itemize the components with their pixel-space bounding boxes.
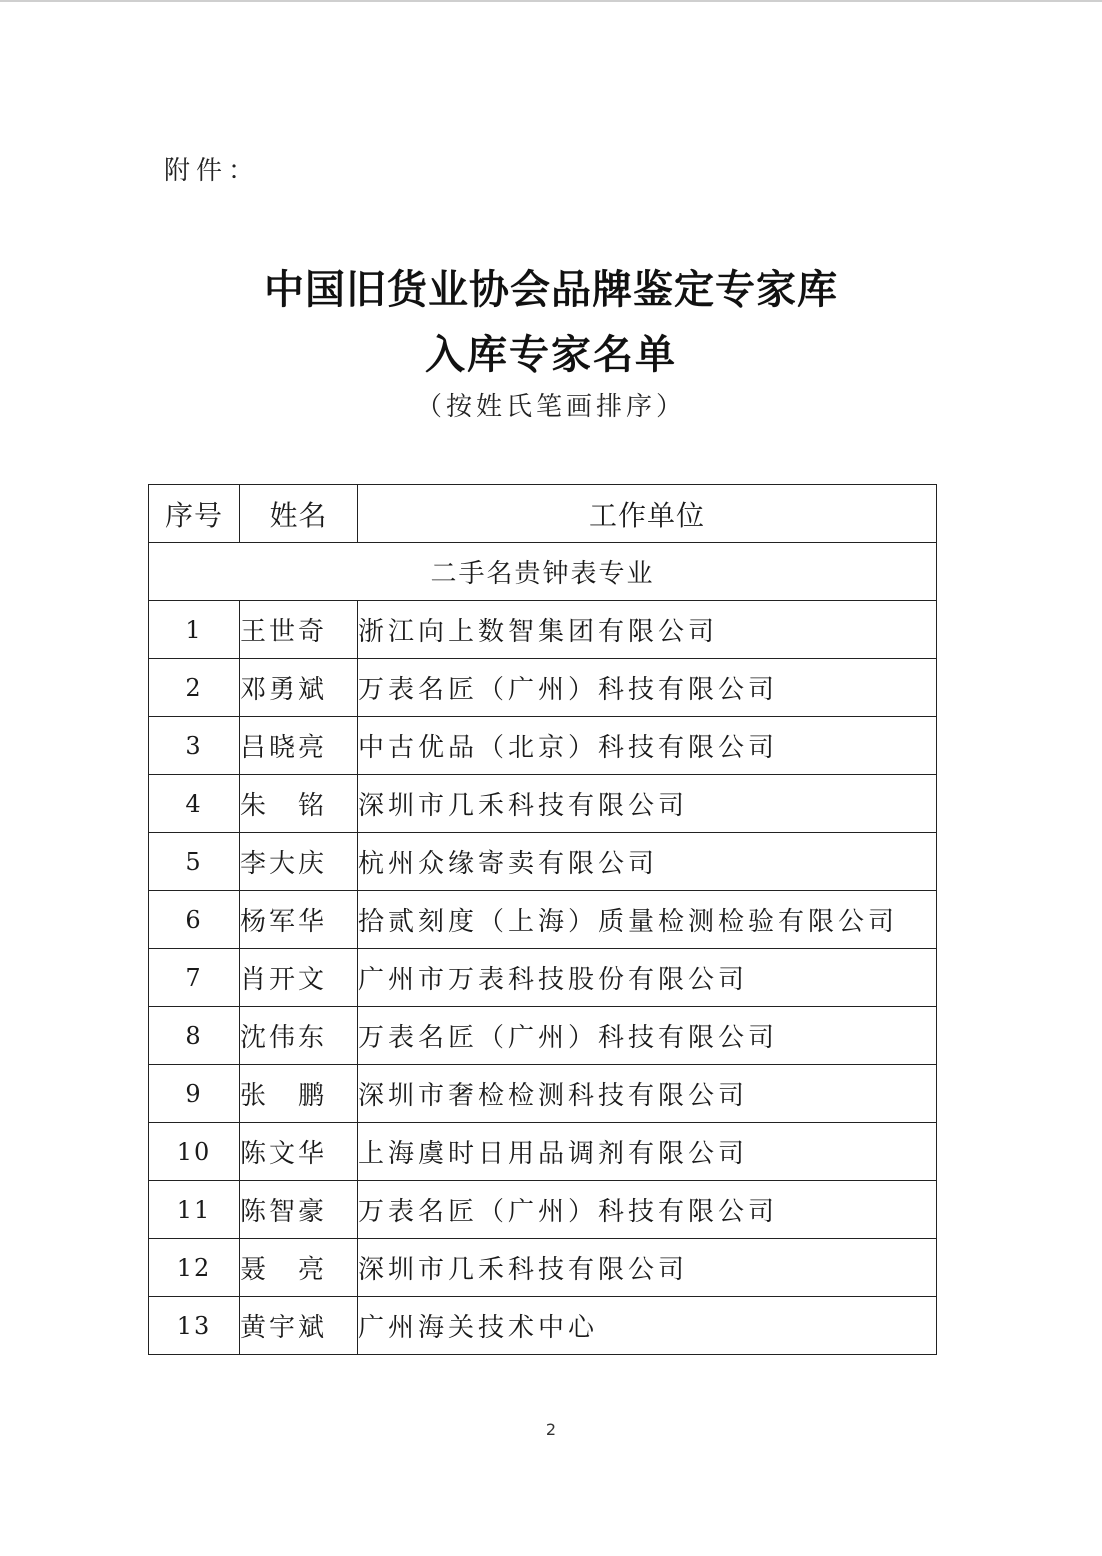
expert-workplace: 广州海关技术中心: [358, 1297, 937, 1355]
row-number: 4: [149, 775, 240, 833]
row-number: 7: [149, 949, 240, 1007]
table-row: [149, 1297, 937, 1355]
table-row: [149, 1239, 937, 1297]
expert-workplace: 万表名匠（广州）科技有限公司: [358, 659, 937, 717]
header-serial-number: 序号: [149, 485, 240, 543]
expert-workplace: 广州市万表科技股份有限公司: [358, 949, 937, 1007]
row-number: 12: [149, 1239, 240, 1297]
row-number: 5: [149, 833, 240, 891]
section-title: 二手名贵钟表专业: [149, 543, 937, 601]
row-number: 11: [149, 1181, 240, 1239]
expert-name: 聂 亮: [240, 1239, 358, 1297]
expert-roster-table: [148, 484, 937, 1355]
table-row: [149, 717, 937, 775]
row-number: 10: [149, 1123, 240, 1181]
table-row: [149, 775, 937, 833]
expert-name: 张 鹏: [240, 1065, 358, 1123]
section-row: [149, 543, 937, 601]
header-name: 姓名: [240, 485, 358, 543]
header-workplace: 工作单位: [358, 485, 937, 543]
expert-workplace: 浙江向上数智集团有限公司: [358, 601, 937, 659]
table-row: [149, 1123, 937, 1181]
row-number: 13: [149, 1297, 240, 1355]
document-subtitle: （按姓氏笔画排序）: [415, 392, 686, 422]
document-title: 中国旧货业协会品牌鉴定专家库: [264, 267, 838, 313]
document-title-line2: 入库专家名单: [425, 332, 677, 378]
table-row: [149, 833, 937, 891]
expert-workplace: 杭州众缘寄卖有限公司: [358, 833, 937, 891]
table-row: [149, 891, 937, 949]
expert-workplace: 拾贰刻度（上海）质量检测检验有限公司: [358, 891, 937, 949]
expert-workplace: 万表名匠（广州）科技有限公司: [358, 1007, 937, 1065]
top-border-line: [0, 0, 1102, 2]
row-number: 1: [149, 601, 240, 659]
expert-name: 沈伟东: [240, 1007, 358, 1065]
expert-workplace: 深圳市几禾科技有限公司: [358, 1239, 937, 1297]
expert-name: 吕晓亮: [240, 717, 358, 775]
expert-name: 李大庆: [240, 833, 358, 891]
expert-workplace: 万表名匠（广州）科技有限公司: [358, 1181, 937, 1239]
expert-name: 邓勇斌: [240, 659, 358, 717]
page-number: 2: [545, 1420, 557, 1439]
attachment-label: 附件：: [164, 156, 261, 186]
expert-workplace: 中古优品（北京）科技有限公司: [358, 717, 937, 775]
expert-workplace: 深圳市奢检检测科技有限公司: [358, 1065, 937, 1123]
table-row: [149, 949, 937, 1007]
table-row: [149, 1007, 937, 1065]
table-row: [149, 601, 937, 659]
expert-name: 朱 铭: [240, 775, 358, 833]
expert-name: 陈智豪: [240, 1181, 358, 1239]
expert-workplace: 上海虞时日用品调剂有限公司: [358, 1123, 937, 1181]
table-row: [149, 659, 937, 717]
expert-name: 杨军华: [240, 891, 358, 949]
row-number: 9: [149, 1065, 240, 1123]
expert-name: 陈文华: [240, 1123, 358, 1181]
expert-workplace: 深圳市几禾科技有限公司: [358, 775, 937, 833]
row-number: 3: [149, 717, 240, 775]
table-row: [149, 1065, 937, 1123]
expert-name: 肖开文: [240, 949, 358, 1007]
expert-name: 黄宇斌: [240, 1297, 358, 1355]
row-number: 8: [149, 1007, 240, 1065]
expert-name: 王世奇: [240, 601, 358, 659]
table-header-row: [149, 485, 937, 543]
row-number: 6: [149, 891, 240, 949]
table-row: [149, 1181, 937, 1239]
row-number: 2: [149, 659, 240, 717]
